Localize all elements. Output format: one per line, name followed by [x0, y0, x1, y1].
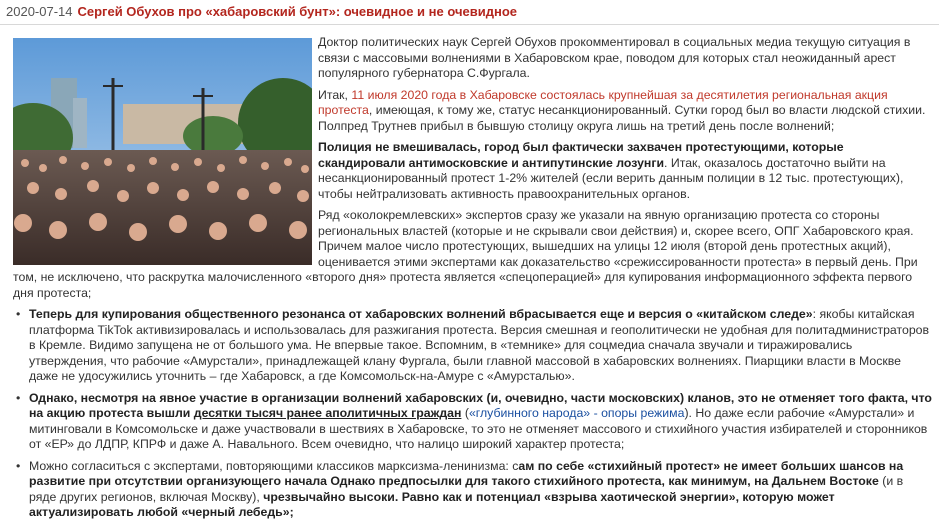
- article-title[interactable]: Сергей Обухов про «хабаровский бунт»: очевидное и не очевидное: [77, 4, 517, 19]
- inline-link[interactable]: «глубинного народа» - опоры режима: [468, 406, 685, 420]
- article-body: [13, 35, 933, 527]
- article-header: [6, 3, 517, 21]
- intro-paragraph: Доктор политических наук Сергей Обухов прокомментировал в социальных медиа текущую ситуация в связи с массовыми волнениями в Хабаровском крае, поводом для которых стал неожиданный арест популярного губернатора С.Фургала.: [318, 35, 911, 80]
- list-item: • Теперь для купирования общественного резонанса от хабаровских волнений вбрасывается еще и версия о «китайском следе»: якобы китайская платформа TikTok активизировалась и использовалась для разжигания протеста. Версия смешная и геополитически не удобная для политадминистраторов в Кремле. Видимо запущена не от большого ума. Не впервые такое. Вспомним, в «темнике» для соцмедиа сначала звучали и тиражировались утверждения, что рабочие «Амурстали», принадлежащей клану Фургала, были главной массовой в хабаровских волнениях. Пиарщики власти в Москве даже не удосужились уточнить – где Хабаровск, а где Комсомольск-на-Амуре с «Амурсталью».: [29, 307, 933, 385]
- list-item: • Можно согласиться с экспертами, повторяющими классиков марксизма-ленинизма: сам по себе «стихийный протест» не имеет больших шансов на развитие при отсутствии организующего начала Однако предпосылки для такого стихийного протеста, как минимум, на Дальнем Востоке (и в ряде других регионов, включая Москву), чрезвычайно высоки. Равно как и потенциал «взрыва хаотической энергии», которую может актуализировать любой «черный лебедь»;: [29, 459, 933, 521]
- paragraph-3: Полиция не вмешивалась, город был фактически захвачен протестующими, которые скандировали антимосковские и антипутинские лозунги. Итак, оказалось достаточно выйти на несанкционированный протест 1-2% жителей (если верить данным полиции в 12 тыс. протестующих), чтобы нейтрализовать активность правоохранительных органов.: [318, 140, 904, 201]
- header-divider: [0, 24, 939, 25]
- list-item: • Однако, несмотря на явное участие в организации волнений хабаровских (и, очевидно, части московских) кланов, это не отменяет того факта, что на акцию протеста вышли десятки тысяч ранее аполитичных граждан («глубинного народа» - опоры режима). Но даже если рабочие «Амурстали» и митинговали в Комсомольске и даже участвовали в шествиях в Хабаровске, то это не отменяет массового и стихийного участия избирателей и сторонников от «ЕР» до ЛДПР, КПРФ и даже А. Навального. Всем очевидно, что налицо широкий характер протеста;: [29, 391, 933, 453]
- article-date: 2020-07-14: [6, 4, 73, 19]
- paragraph-2: Итак, 11 июля 2020 года в Хабаровске состоялась крупнейшая за десятилетия региональная акция протеста, имеющая, к тому же, статус несанкционированный. Сутки город был во власти людской стихии. Полпред Трутнев прибыл в бывшую столицу округа лишь на третий день после волнений;: [318, 87, 926, 133]
- paragraph-4: Ряд «околокремлевских» экспертов сразу же указали на явную организацию протеста со стороны региональных властей (которые и не скрывали свои действия) и, скорее всего, ОПГ Хабаровского края. Причем малое число протестующих, вышедших на улицы 12 июля (второй день протестных акций), оценивается этими экспертами как доказательство «срежиссированности протеста» в первый день. При том, не исключено, что раскрутка малочисленного «второго дня» протеста является «спецоперацией» для купирования информационного эффекта первого дня протеста;: [13, 208, 918, 300]
- photo-placeholder: [13, 35, 312, 264]
- bullet-list: [13, 307, 933, 521]
